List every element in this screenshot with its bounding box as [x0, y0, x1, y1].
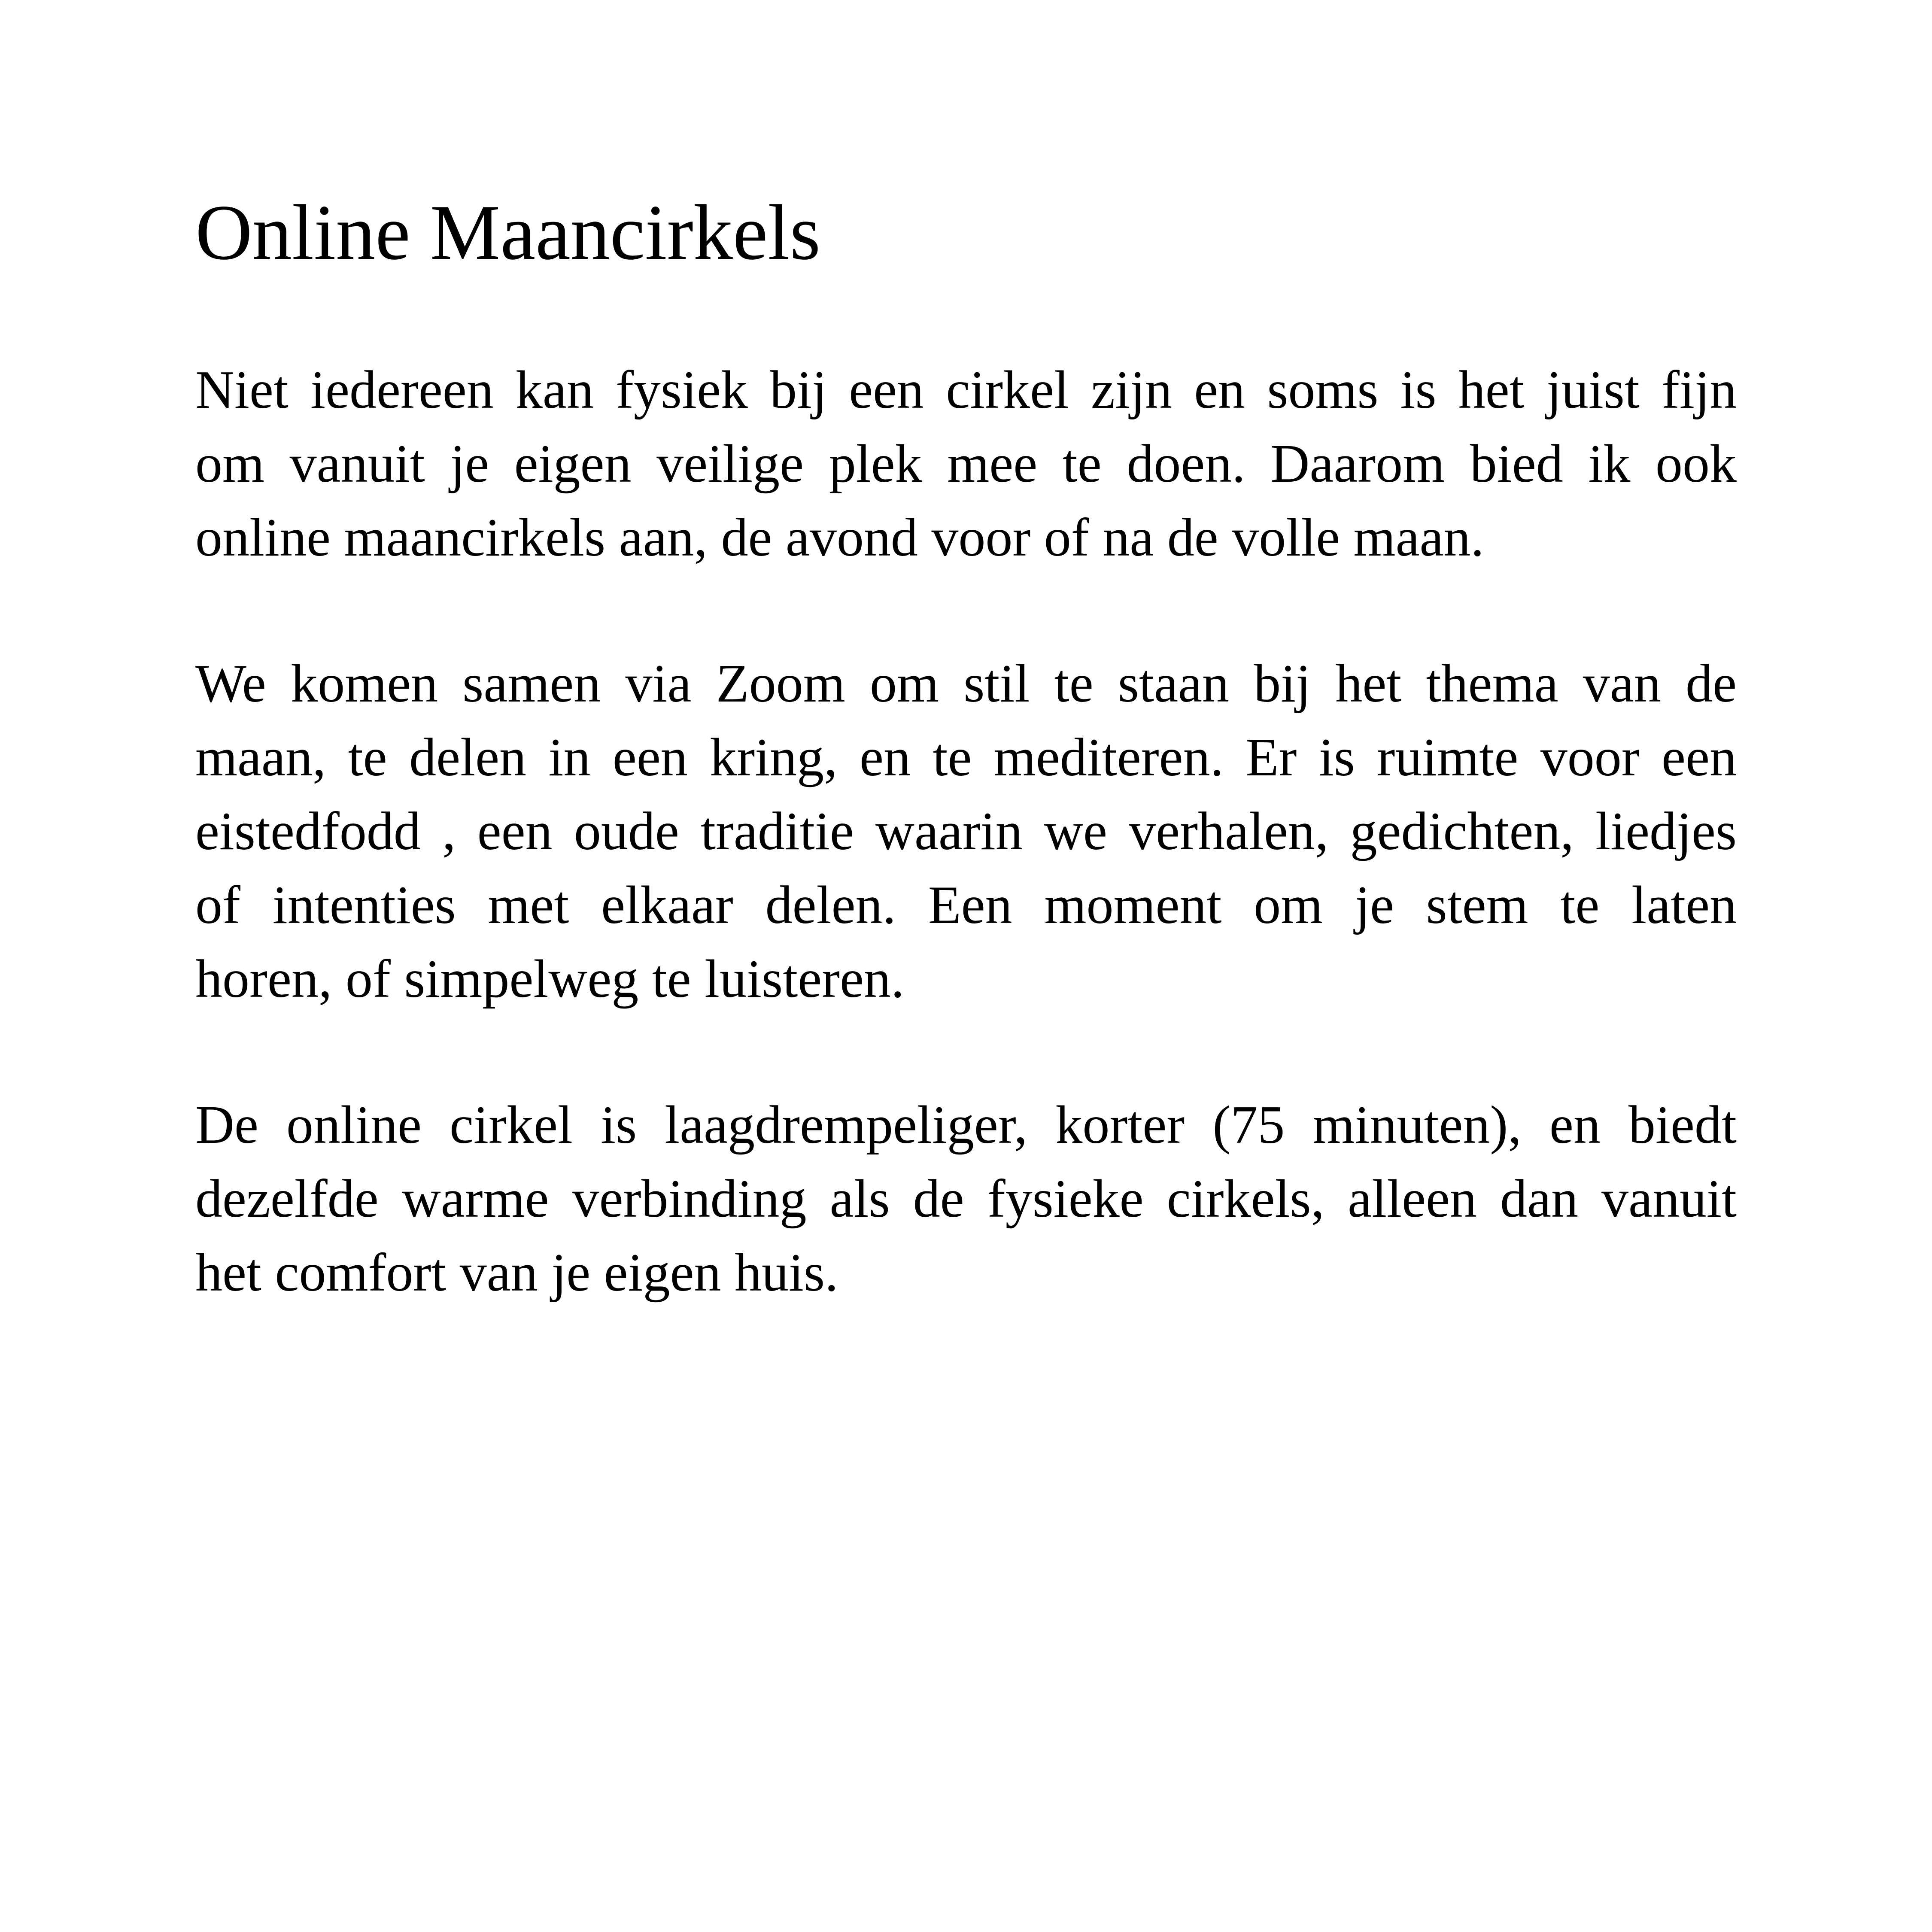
paragraph-line: Niet iedereen kan fysiek bij een cirkel zijn en soms is het juist fijn	[195, 360, 1737, 420]
paragraph-line: dezelfde warme verbinding als de fysieke cirkels, alleen dan vanuit	[195, 1169, 1737, 1229]
paragraph-2	[195, 647, 1737, 1016]
paragraph-line: het comfort van je eigen huis.	[195, 1243, 838, 1303]
paragraph-line: We komen samen via Zoom om stil te staan bij het thema van de	[195, 654, 1737, 714]
paragraph-1	[195, 353, 1737, 575]
paragraph-3	[195, 1088, 1737, 1310]
paragraph-line: eistedfodd , een oude traditie waarin we verhalen, gedichten, liedjes	[195, 802, 1737, 861]
paragraph-line: om vanuit je eigen veilige plek mee te doen. Daarom bied ik ook	[195, 434, 1737, 494]
paragraph-line: online maancirkels aan, de avond voor of na de volle maan.	[195, 508, 1484, 568]
paragraph-line: horen, of simpelweg te luisteren.	[195, 949, 905, 1009]
page-title: Online Maancirkels	[195, 188, 821, 276]
article	[195, 188, 1737, 1382]
paragraph-line: of intenties met elkaar delen. Een moment om je stem te laten	[195, 875, 1737, 935]
paragraph-line: maan, te delen in een kring, en te mediteren. Er is ruimte voor een	[195, 728, 1737, 787]
paragraph-line: De online cirkel is laagdrempeliger, korter (75 minuten), en biedt	[195, 1095, 1737, 1155]
